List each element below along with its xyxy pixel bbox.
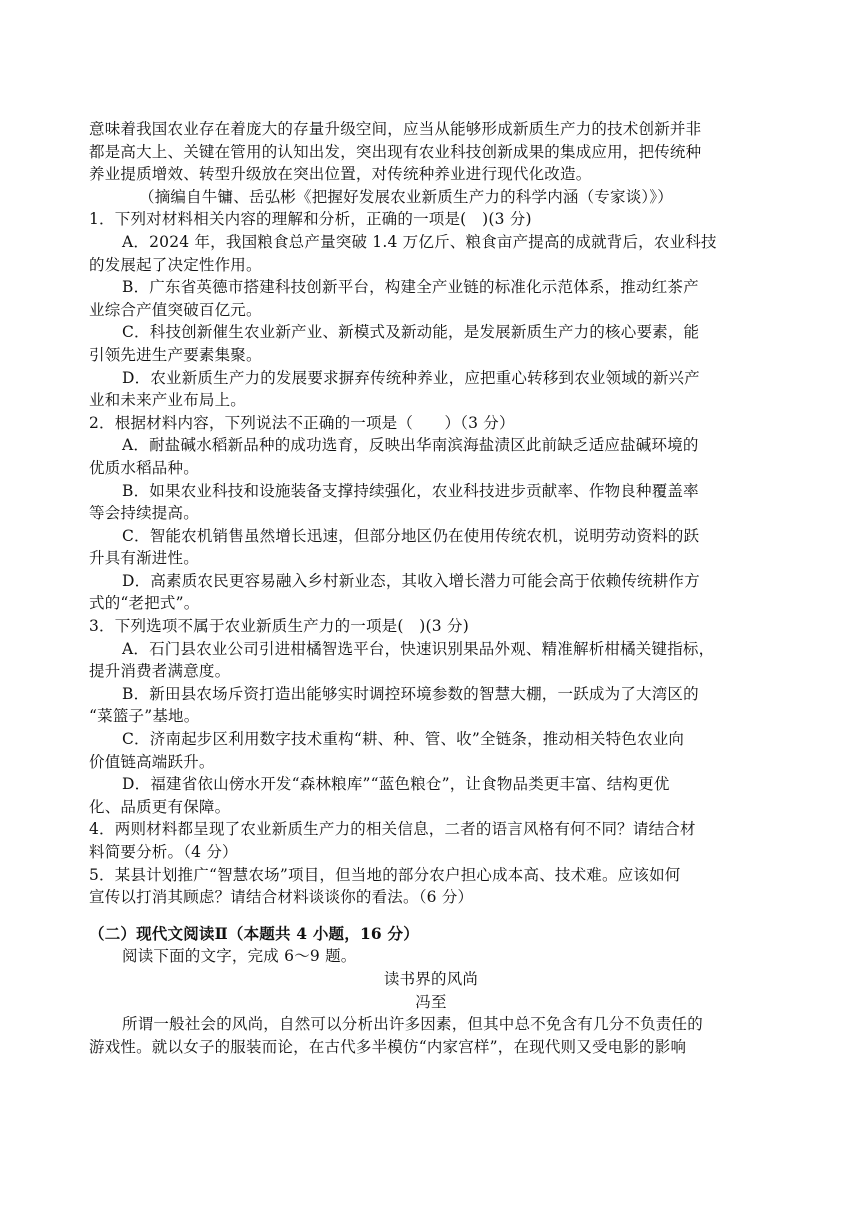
question-5: 5．某县计划推广“智慧农场”项目，但当地的部分农户担心成本高、技术难。应该如何 — [89, 865, 681, 884]
q1-option-d-cont: 业和未来产业布局上。 — [89, 391, 247, 410]
question-3-stem: 3．下列选项不属于农业新质生产力的一项是( )(3 分) — [89, 617, 469, 636]
q3-option-c: C．济南起步区利用数字技术重构“耕、种、管、收”全链条，推动相关特色农业向 — [122, 730, 685, 749]
question-4: 4．两则材料都呈现了农业新质生产力的相关信息，二者的语言风格有何不同？请结合材 — [89, 820, 696, 839]
q3-option-b: B．新田县农场斥资打造出能够实时调控环境参数的智慧大棚，一跃成为了大湾区的 — [122, 684, 699, 703]
section-gap — [89, 909, 773, 923]
q3-option-d-cont: 化、品质更有保障。 — [89, 797, 231, 816]
question-4-cont: 料简要分析。（4 分） — [89, 843, 238, 861]
q3-option-c-cont: 价值链高端跃升。 — [89, 752, 215, 771]
q1-option-a: A．2024 年，我国粮食总产量突破 1.4 万亿斤、粮食亩产提高的成就背后，农业科技 — [122, 232, 717, 251]
q2-option-c: C．智能农机销售虽然增长迅速，但部分地区仍在使用传统农机，说明劳动资料的跃 — [122, 526, 700, 545]
q2-option-d: D．高素质农民更容易融入乡村新业态，其收入增长潜力可能会高于依赖传统耕作方 — [122, 571, 700, 590]
q3-option-b-cont: “菜篮子”基地。 — [89, 707, 200, 726]
exam-page — [89, 118, 773, 1058]
q2-option-c-cont: 升具有渐进性。 — [89, 549, 199, 568]
material-line: 养业提质增效、转型升级放在突出位置，对传统种养业进行现代化改造。 — [89, 165, 592, 184]
question-5-cont: 宣传以打消其顾虑？请结合材料谈谈你的看法。（6 分） — [89, 888, 474, 907]
q2-option-b: B．如果农业科技和设施装备支撑持续强化，农业科技进步贡献率、作物良种覆盖率 — [122, 481, 699, 500]
material-line: 意味着我国农业存在着庞大的存量升级空间，应当从能够形成新质生产力的技术创新并非 — [89, 120, 702, 138]
q1-option-c: C．科技创新催生农业新产业、新模式及新动能，是发展新质生产力的核心要素，能 — [122, 323, 700, 342]
material-line: 都是高大上、关键在管用的认知出发，突出现有农业科技创新成果的集成应用，把传统种 — [89, 142, 702, 161]
q2-option-a-cont: 优质水稻品种。 — [89, 458, 199, 477]
q3-option-a: A．石门县农业公司引进柑橘智选平台，快速识别果品外观、精准解析柑橘关键指标， — [122, 639, 715, 658]
q3-option-d: D．福建省依山傍水开发“森林粮库”“蓝色粮仓”，让食物品类更丰富、结构更优 — [122, 775, 670, 794]
q2-option-d-cont: 式的“老把式”。 — [89, 594, 200, 613]
question-1-stem: 1．下列对材料相关内容的理解和分析，正确的一项是( )(3 分) — [89, 210, 532, 229]
q2-option-b-cont: 等会持续提高。 — [89, 504, 199, 523]
section-instruction: 阅读下面的文字，完成 6～9 题。 — [122, 947, 357, 966]
q1-option-b-cont: 业综合产值突破百亿元。 — [89, 300, 262, 319]
article-author: 冯至 — [415, 992, 447, 1011]
q1-option-b: B．广东省英德市搭建科技创新平台，构建全产业链的标准化示范体系，推动红茶产 — [122, 278, 699, 297]
q2-option-a: A．耐盐碱水稻新品种的成功选育，反映出华南滨海盐渍区此前缺乏适应盐碱环境的 — [122, 436, 699, 455]
q1-option-a-cont: 的发展起了决定性作用。 — [89, 255, 262, 274]
q3-option-a-cont: 提升消费者满意度。 — [89, 662, 231, 681]
article-paragraph-line: 游戏性。就以女子的服装而论，在古代多半模仿“内家宫样”，在现代则又受电影的影响 — [89, 1037, 687, 1056]
article-paragraph-line: 所谓一般社会的风尚，自然可以分析出许多因素，但其中总不免含有几分不负责任的 — [122, 1015, 703, 1034]
q1-option-c-cont: 引领先进生产要素集聚。 — [89, 345, 262, 364]
section-heading: （二）现代文阅读Ⅱ（本题共 4 小题，16 分） — [89, 923, 419, 943]
q1-option-d: D．农业新质生产力的发展要求摒弃传统种养业，应把重心转移到农业领域的新兴产 — [122, 368, 700, 387]
material-source: （摘编自牛镛、岳弘彬《把握好发展农业新质生产力的科学内涵（专家谈）》） — [139, 187, 674, 206]
article-title: 读书界的风尚 — [383, 969, 479, 988]
question-2-stem: 2．根据材料内容，下列说法不正确的一项是（ ）（3 分） — [89, 413, 515, 432]
